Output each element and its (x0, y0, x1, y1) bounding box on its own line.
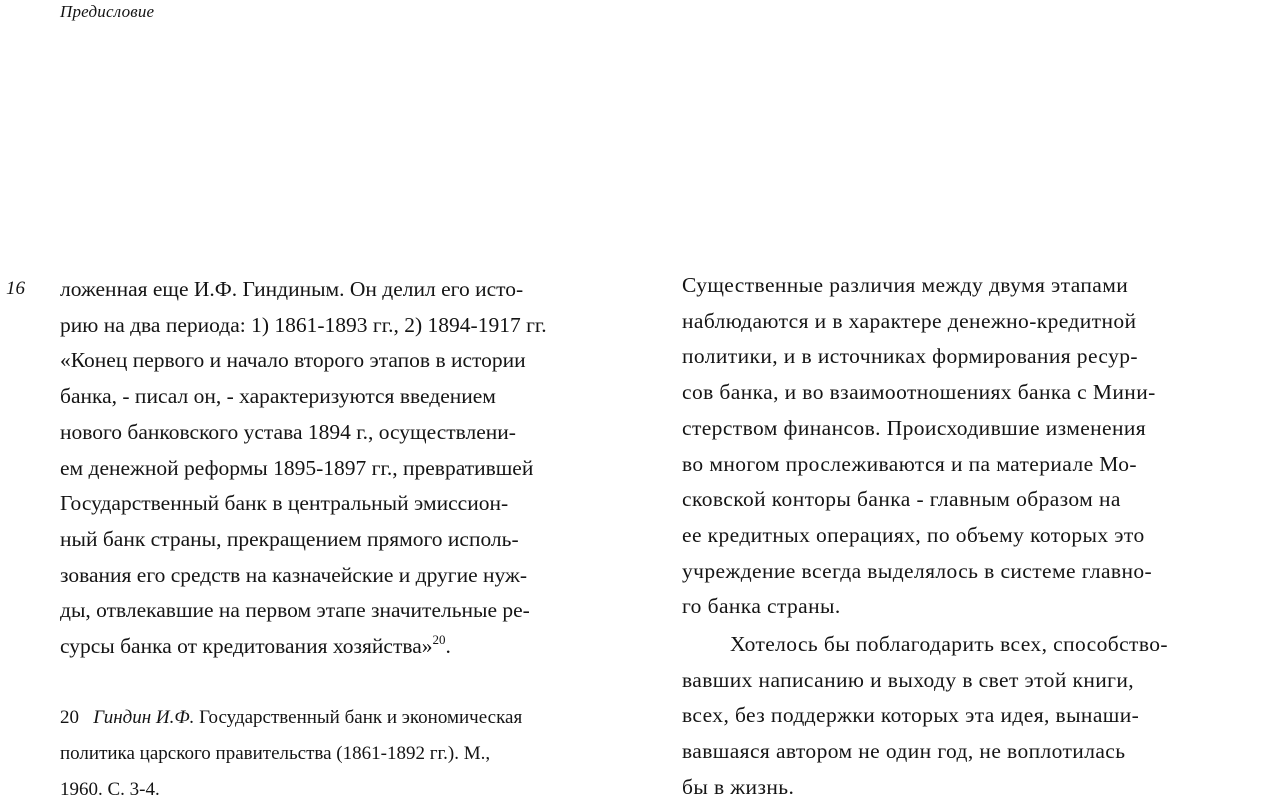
right-p1-line-2: наблюдаются и в характере денежно-кредитной (682, 308, 1137, 333)
running-head: Предисловие (60, 2, 155, 21)
left-line-3: «Конец первого и начало второго этапов в истории (60, 348, 526, 373)
right-p2-line-2: вавших написанию и выходу в свет этой книги, (682, 667, 1135, 692)
right-p1-line-7: сковской конторы банка - главным образом на (682, 487, 1121, 512)
right-p1-line-10: го банка страны. (682, 594, 841, 619)
right-p2-line-1: Хотелось бы поблагодарить всех, способство- (730, 632, 1168, 657)
left-line-8: ный банк страны, прекращением прямого исполь- (60, 526, 519, 551)
right-p1-line-1: Существенные различия между двумя этапами (682, 273, 1129, 297)
left-line-11-punct: . (445, 634, 451, 659)
left-line-1: ложенная еще И.Ф. Гиндиным. Он делил его исто- (60, 277, 524, 301)
page-number: 16 (6, 278, 25, 299)
left-line-5: нового банковского устава 1894 г., осуществлени- (60, 419, 516, 444)
right-p2-line-4: вавшаяся автором не один год, не воплотилась (682, 739, 1126, 764)
left-line-9: зования его средств на казначейские и другие нуж- (60, 562, 528, 587)
right-p1-line-4: сов банка, и во взаимоотношениях банка с Мини- (682, 380, 1156, 405)
left-line-11-text: сурсы банка от кредитования хозяйства» (60, 634, 433, 659)
left-line-7: Государственный банк в центральный эмиссион- (60, 491, 509, 516)
right-p1-line-8: ее кредитных операциях, по объему которых это (682, 522, 1145, 547)
right-p2-line-5: бы в жизнь. (682, 774, 795, 799)
footnote-line-1-rest: Государственный банк и экономическая (199, 707, 523, 728)
left-column (60, 272, 660, 665)
footnote-author: Гиндин И.Ф. (93, 707, 195, 728)
right-p1-line-5: стерством финансов. Происходившие изменения (682, 415, 1147, 440)
right-column (682, 268, 1265, 806)
right-p1-line-6: во многом прослеживаются и па материале Мо- (682, 451, 1137, 476)
footnote-reference[interactable]: 20 (432, 632, 446, 648)
left-line-2: рию на два периода: 1) 1861-1893 гг., 2) 1894-1917 гг. (60, 312, 547, 337)
footnote-number: 20 (60, 707, 79, 728)
left-line-11 (60, 629, 660, 665)
right-p1-line-9: учреждение всегда выделялось в системе главно- (682, 558, 1153, 583)
footnote-line-3: 1960. С. 3-4. (60, 779, 160, 800)
right-p1-line-3: политики, и в источниках формирования ресур- (682, 344, 1138, 369)
left-line-10: ды, отвлекавшие на первом этапе значительные ре- (60, 598, 530, 623)
footnote (60, 700, 660, 808)
footnote-line-2: политика царского правительства (1861-1892 гг.). М., (60, 743, 491, 764)
left-line-6: ем денежной реформы 1895-1897 гг., превратившей (60, 455, 534, 480)
footnote-line-1 (60, 700, 660, 736)
left-line-4: банка, - писал он, - характеризуются введением (60, 384, 496, 409)
right-p2-line-3: всех, без поддержки которых эта идея, вынаши- (682, 703, 1140, 728)
